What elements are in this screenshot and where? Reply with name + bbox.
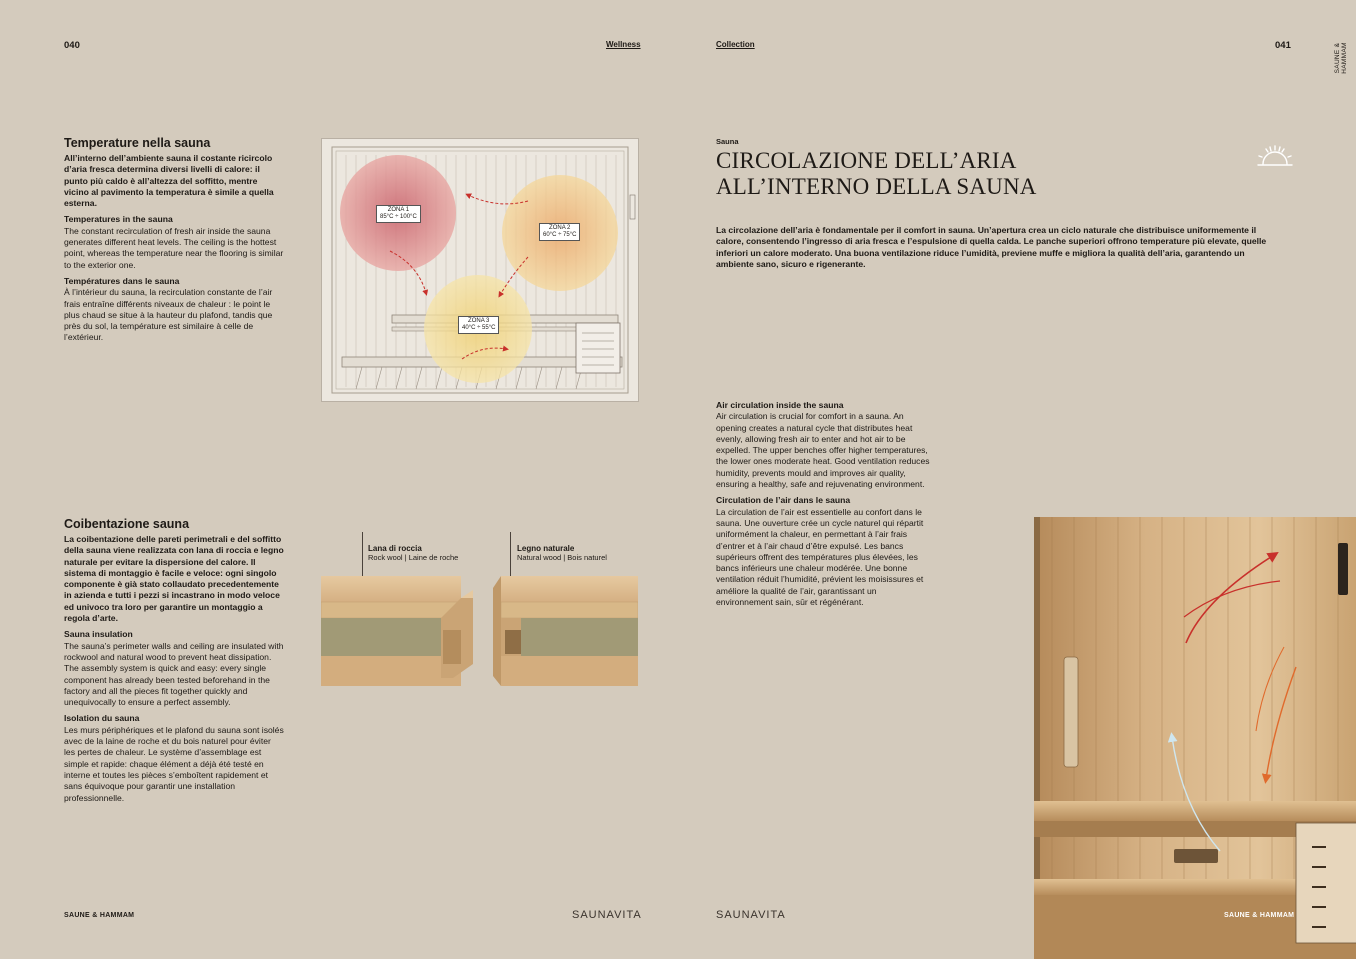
rock-wool-label	[368, 544, 458, 562]
zone-2-temp: 60°C ÷ 75°C	[543, 232, 577, 238]
temperature-en-text: The constant recirculation of fresh air inside the sauna generates different heat levels. The ceiling is the hottest point, whereas the temperature near the flooring is similar to the exterior one.	[64, 225, 284, 270]
rock-wool-subtitle: Rock wool | Laine de roche	[368, 553, 459, 562]
temperature-en-title: Temperatures in the sauna	[64, 214, 173, 225]
insulation-it-text: La coibentazione delle pareti perimetrali e del soffitto della sauna viene realizzata con lana di roccia e legno naturale per evitare la dispersione del calore. Il sistema di montaggio è facile e veloce: ogni singolo componente è già stato collaudato precedentemente in azienda e tutti i pezzi si incastrano in modo veloce ed univoco tra loro per garantire un montaggio a regola d’arte.	[64, 534, 284, 624]
insulation-panel-illustration	[321, 576, 638, 686]
photo-caption: SAUNE & HAMMAM	[1224, 912, 1295, 919]
rock-wool-title: Lana di roccia	[368, 544, 422, 553]
temperature-section	[64, 136, 284, 344]
insulation-fr-text: Les murs périphériques et le plafond du sauna sont isolés avec de la laine de roche et du bois naturel pour éviter les pertes de chaleur. Le système d’assemblage est simple et rapide: chaque élément a déjà été testé en interne et toutes les pièces s’emboîtent rapidement et sans équivoque pour garantir une installation professionnelle.	[64, 724, 284, 803]
natural-wood-label	[517, 544, 607, 562]
sauna-photo-drawing	[1034, 517, 1356, 959]
page-title-line-1: CIRCOLAZIONE DELL’ARIA	[716, 148, 1017, 173]
air-circulation-en-title: Air circulation inside the sauna	[716, 400, 844, 410]
page-number-right: 041	[1275, 40, 1291, 51]
zone-1-label	[376, 205, 421, 223]
air-circulation-en-text: Air circulation is crucial for comfort in a sauna. An opening creates a natural cycle that distributes heat evenly, allowing fresh air to enter and hot air to be expelled. The upper benches offer higher temperatures, the lower ones moderate heat. Good ventilation reduces humidity, prevents mould and improves air quality, ensuring a healthy, safe and rejuvenating environment.	[716, 411, 930, 490]
insulation-title: Coibentazione sauna	[64, 517, 190, 531]
side-label: SAUNE & HAMMAM	[1334, 42, 1348, 74]
page-number-left: 040	[64, 40, 80, 51]
zone-3-name: ZONA 3	[468, 318, 490, 324]
brand-logo-right: SAUNAVITA	[716, 909, 786, 921]
sauna-interior-photo	[1034, 517, 1356, 959]
section-eyebrow: Sauna	[716, 137, 739, 146]
wellness-link[interactable]: Wellness	[606, 40, 641, 49]
air-circulation-fr-title: Circulation de l’air dans le sauna	[716, 495, 851, 506]
intro-paragraph: La circolazione dell’aria è fondamentale per il comfort in sauna. Un’apertura crea un ciclo naturale che distribuisce uniformemente il calore, consentendo l’ingresso di aria fresca e l’espulsione di quella calda. Le panche superiori offrono temperature più elevate, quelle inferiori un calore moderato. Una buona ventilazione riduce l’umidità, previene muffe e migliora la qualità dell’aria, garantendo un ambiente sano, sicuro e rigenerante.	[716, 225, 1267, 269]
natural-wood-subtitle: Natural wood | Bois naturel	[517, 553, 607, 562]
insulation-en-text: The sauna’s perimeter walls and ceiling are insulated with rockwool and natural wood to prevent heat dissipation. The assembly system is quick and easy: every single component has already been tested beforehand in the factory and all the pieces fit together quickly and unequivocally to ensure a perfect assembly.	[64, 640, 284, 708]
page-title-line-2: ALL’INTERNO DELLA SAUNA	[716, 174, 1037, 199]
zone-1-name: ZONA 1	[387, 207, 410, 213]
temperature-fr-title: Températures dans le sauna	[64, 275, 180, 286]
sauna-diagram-drawing	[322, 139, 638, 401]
insulation-section	[64, 517, 284, 804]
footer-left-label: SAUNE & HAMMAM	[64, 912, 135, 919]
sunrise-icon	[1256, 145, 1294, 169]
collection-link[interactable]: Collection	[716, 40, 755, 49]
insulation-panel-drawing	[321, 576, 638, 686]
insulation-en-title: Sauna insulation	[64, 629, 133, 640]
temperature-fr-text: À l’intérieur du sauna, la recirculation constante de l’air frais entraîne différents niveaux de chaleur : le point le plus chaud se situe à la hauteur du plafond, tandis que près du sol, la température est similaire à celle de l’extérieur.	[64, 287, 273, 343]
natural-wood-title: Legno naturale	[517, 544, 575, 553]
brand-logo-left: SAUNAVITA	[572, 909, 642, 921]
temperature-it-text: All’interno dell’ambiente sauna il costante ricircolo d’aria fresca determina diversi livelli di calore: il punto più caldo è all’altezza del soffitto, mentre vicino al pavimento la temperatura è simile a quella esterna.	[64, 153, 274, 209]
air-circulation-fr-text: La circulation de l’air est essentielle au confort dans le sauna. Une ouverture crée un cycle naturel qui répartit uniformément la chaleur, en permettant à l’air frais d’entrer et à l’air chaud d’être expulsé. Les bancs supérieurs offrent des températures plus élevées, les bancs inférieurs une chaleur modérée. Une bonne ventilation réduit l’humidité, prévient les moisissures et améliore la qualité de l’air, garantissant un environnement sain, sûr et régénérant.	[716, 506, 924, 608]
page-title	[716, 148, 1037, 200]
sauna-zone-diagram	[321, 138, 639, 402]
zone-1-temp: 85°C ÷ 100°C	[380, 214, 417, 220]
zone-2-label	[539, 223, 580, 241]
temperature-title: Temperature nella sauna	[64, 136, 211, 150]
air-circulation-section	[716, 400, 932, 608]
zone-3-temp: 40°C ÷ 55°C	[462, 325, 496, 331]
zone-3-label	[458, 316, 499, 334]
insulation-fr-title: Isolation du sauna	[64, 713, 140, 724]
zone-2-name: ZONA 2	[549, 225, 571, 231]
